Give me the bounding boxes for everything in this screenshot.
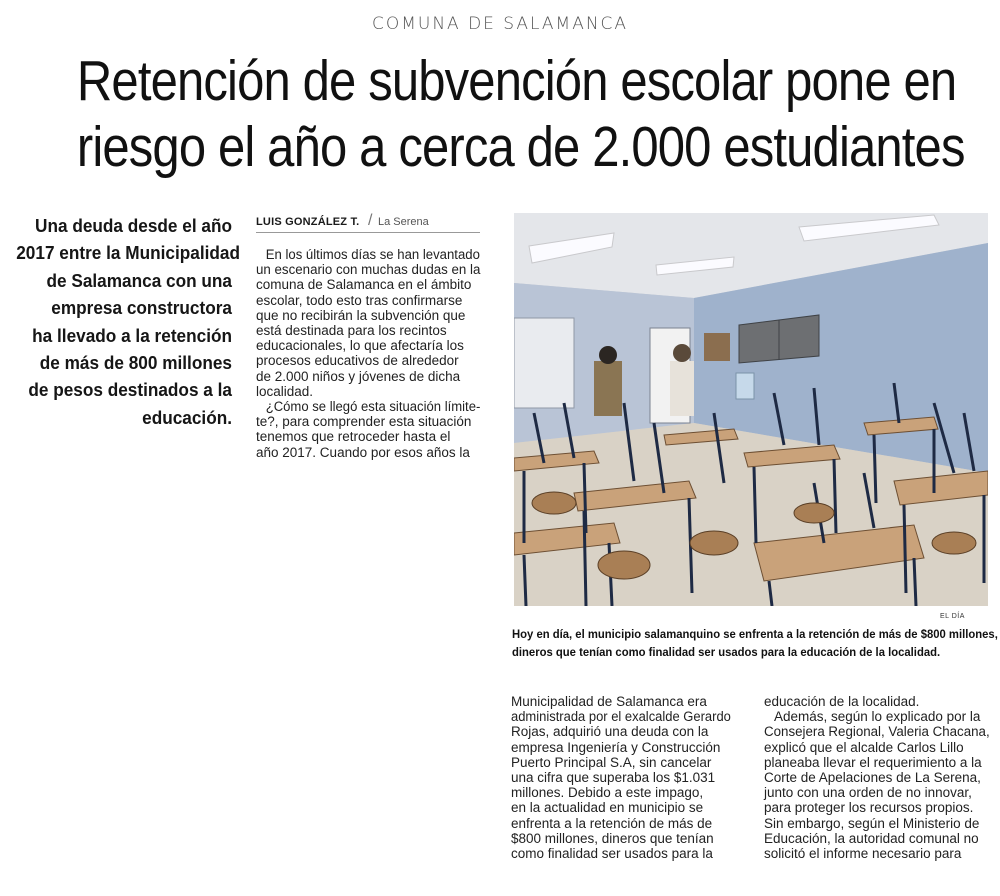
text-line: Rojas, adquirió una deuda con la <box>511 724 709 740</box>
text-line: Corte de Apelaciones de La Serena, <box>764 770 981 786</box>
text-line: comuna de Salamanca en el ámbito <box>256 277 472 293</box>
headline <box>76 48 965 180</box>
text-line: que no recibirán la subvención que <box>256 307 466 323</box>
text-line: como finalidad ser usados para la <box>511 846 713 862</box>
text-line: Puerto Principal S.A, sin cancelar <box>511 754 712 770</box>
text-line: En los últimos días se han levantado <box>265 247 480 262</box>
summary-line: empresa constructora <box>51 297 233 319</box>
text-line: para proteger los recursos propios. <box>764 800 974 816</box>
text-line: enfrenta a la retención de más de <box>511 815 713 831</box>
text-line: te?, para comprender esta situación <box>256 414 472 430</box>
caption-line: dineros que tenían como finalidad ser usados para la educación de la localidad. <box>512 645 941 659</box>
text-line: un escenario con muchas dudas en la <box>256 262 481 278</box>
text-line: Además, según lo explicado por la <box>774 709 981 725</box>
text-line: junto con una orden de no innovar, <box>764 785 972 801</box>
article-column-3 <box>764 694 990 861</box>
text-line: de 2.000 niños y jóvenes de dicha <box>256 368 461 384</box>
summary-line: de pesos destinados a la <box>28 379 233 401</box>
text-line: planeaba llevar el requerimiento a la <box>764 754 982 770</box>
text-line: en la actualidad en municipio se <box>511 800 704 816</box>
text-line: Educación, la autoridad comunal no <box>764 830 979 846</box>
summary-line: Una deuda desde el año <box>35 215 232 236</box>
headline-line: riesgo el año a cerca de 2.000 estudiantes <box>76 115 965 179</box>
text-line: solicitó el informe necesario para <box>764 846 962 862</box>
headline-line: Retención de subvención escolar pone en <box>76 49 957 113</box>
text-line: está destinada para los recintos <box>256 323 447 339</box>
byline <box>256 212 480 233</box>
text-line: Sin embargo, según el Ministerio de <box>764 815 980 831</box>
text-line: tenemos que retroceder hasta el <box>256 429 451 445</box>
text-line: procesos educativos de alrededor <box>256 353 459 369</box>
text-line: empresa Ingeniería y Construcción <box>511 739 721 755</box>
article-column-1 <box>256 247 480 460</box>
summary-line: educación. <box>142 406 232 428</box>
text-line: millones. Debido a este impago, <box>511 785 704 801</box>
photo-caption <box>512 625 998 661</box>
section-label: COMUNA DE SALAMANCA <box>371 14 629 34</box>
text-line: escolar, todo esto tras confirmarse <box>256 292 463 308</box>
summary-lead <box>0 212 240 431</box>
text-line: educacionales, lo que afectaría los <box>256 338 464 354</box>
text-line: año 2017. Cuando por esos años la <box>256 444 470 460</box>
text-line: administrada por el exalcalde Gerardo <box>511 709 731 725</box>
classroom-photo <box>514 213 988 606</box>
caption-line: Hoy en día, el municipio salamanquino se enfrenta a la retención de más de $800 millones, <box>512 627 998 641</box>
article-column-2 <box>511 694 731 861</box>
photo-credit: EL DÍA <box>940 613 965 620</box>
text-line: una cifra que superaba los $1.031 <box>511 770 716 786</box>
byline-separator: / <box>368 212 373 229</box>
text-line: localidad. <box>256 383 314 399</box>
text-line: ¿Cómo se llegó esta situación límite- <box>265 399 481 415</box>
text-line: $800 millones, dineros que tenían <box>511 830 714 846</box>
text-line: explicó que el alcalde Carlos Lillo <box>764 739 964 755</box>
summary-line: ha llevado a la retención <box>32 324 232 346</box>
summary-line: de más de 800 millones <box>39 352 232 374</box>
byline-author: LUIS GONZÁLEZ T. <box>256 216 360 228</box>
byline-location: La Serena <box>378 216 429 228</box>
text-line: educación de la localidad. <box>764 694 920 709</box>
text-line: Municipalidad de Salamanca era <box>511 694 707 709</box>
text-line: Consejera Regional, Valeria Chacana, <box>764 724 990 740</box>
summary-line: de Salamanca con una <box>46 269 233 291</box>
summary-line: 2017 entre la Municipalidad <box>16 242 240 264</box>
